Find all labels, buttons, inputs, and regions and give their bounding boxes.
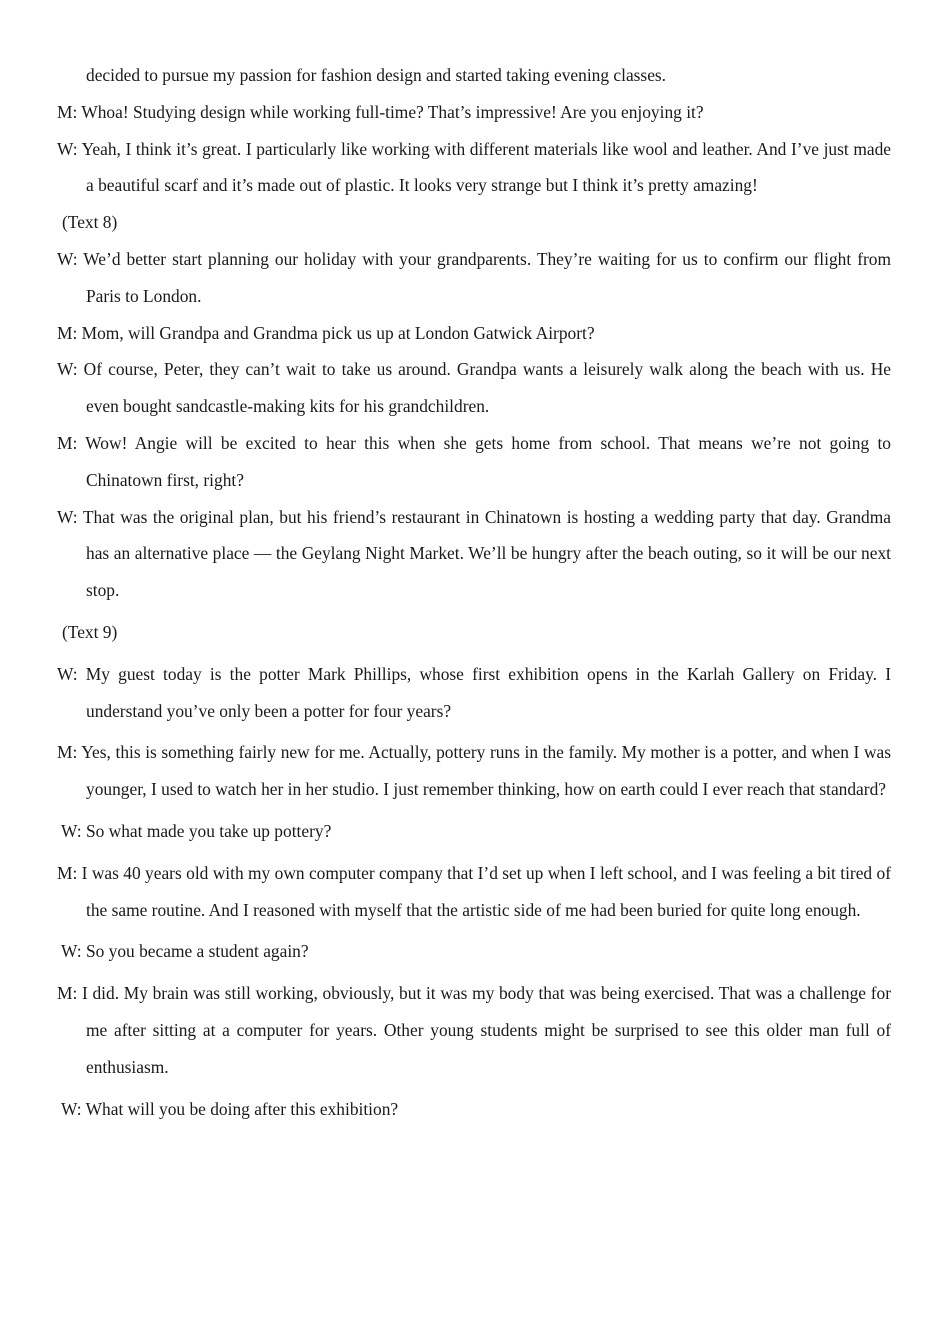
dialogue-line: M: Mom, will Grandpa and Grandma pick us up at London Gatwick Airport?: [57, 322, 595, 343]
dialogue-line: M: I did. My brain was still working, obviously, but it was my body that was being exercised. That was a challenge for me after sitting at a computer for years. Other young students might be surprised to see this older man full of enthusiasm.: [57, 983, 891, 1077]
section-label-text-9: (Text 9): [62, 621, 118, 642]
dialogue-line: M: I was 40 years old with my own computer company that I’d set up when I left school, and I was feeling a bit tired of the same routine. And I reasoned with myself that the artistic side of me had been buried for quite long enough.: [57, 862, 891, 920]
dialogue-line: W: So what made you take up pottery?: [61, 820, 332, 841]
dialogue-line: W: Yeah, I think it’s great. I particularly like working with different materials like wool and leather. And I’ve just made a beautiful scarf and it’s made out of plastic. It looks very strange but I think it’s pretty amazing!: [57, 138, 891, 196]
section-label-text-8: (Text 8): [62, 212, 118, 233]
dialogue-line: M: Yes, this is something fairly new for me. Actually, pottery runs in the family. My mother is a potter, and when I was younger, I used to watch her in her studio. I just remember thinking, how on earth could I ever reach that standard?: [57, 742, 891, 800]
dialogue-line: M: Wow! Angie will be excited to hear this when she gets home from school. That means we’re not going to Chinatown first, right?: [57, 432, 891, 490]
dialogue-line: W: We’d better start planning our holiday with your grandparents. They’re waiting for us to confirm our flight from Paris to London.: [57, 248, 891, 306]
document-body: [57, 57, 891, 1127]
dialogue-line: W: So you became a student again?: [61, 941, 309, 962]
dialogue-line: W: What will you be doing after this exhibition?: [61, 1098, 399, 1119]
dialogue-line: W: Of course, Peter, they can’t wait to take us around. Grandpa wants a leisurely walk along the beach with us. He even bought sandcastle-making kits for his grandchildren.: [57, 359, 891, 417]
dialogue-line: W: That was the original plan, but his friend’s restaurant in Chinatown is hosting a wedding party that day. Grandma has an alternative place — the Geylang Night Market. We’ll be hungry after the beach outing, so it will be our next stop.: [57, 506, 891, 601]
dialogue-line: W: My guest today is the potter Mark Phillips, whose first exhibition opens in the Karlah Gallery on Friday. I understand you’ve only been a potter for four years?: [57, 663, 891, 721]
paragraph-continuation: decided to pursue my passion for fashion design and started taking evening classes.: [86, 65, 667, 85]
dialogue-line: M: Whoa! Studying design while working full-time? That’s impressive! Are you enjoying it?: [57, 101, 704, 122]
